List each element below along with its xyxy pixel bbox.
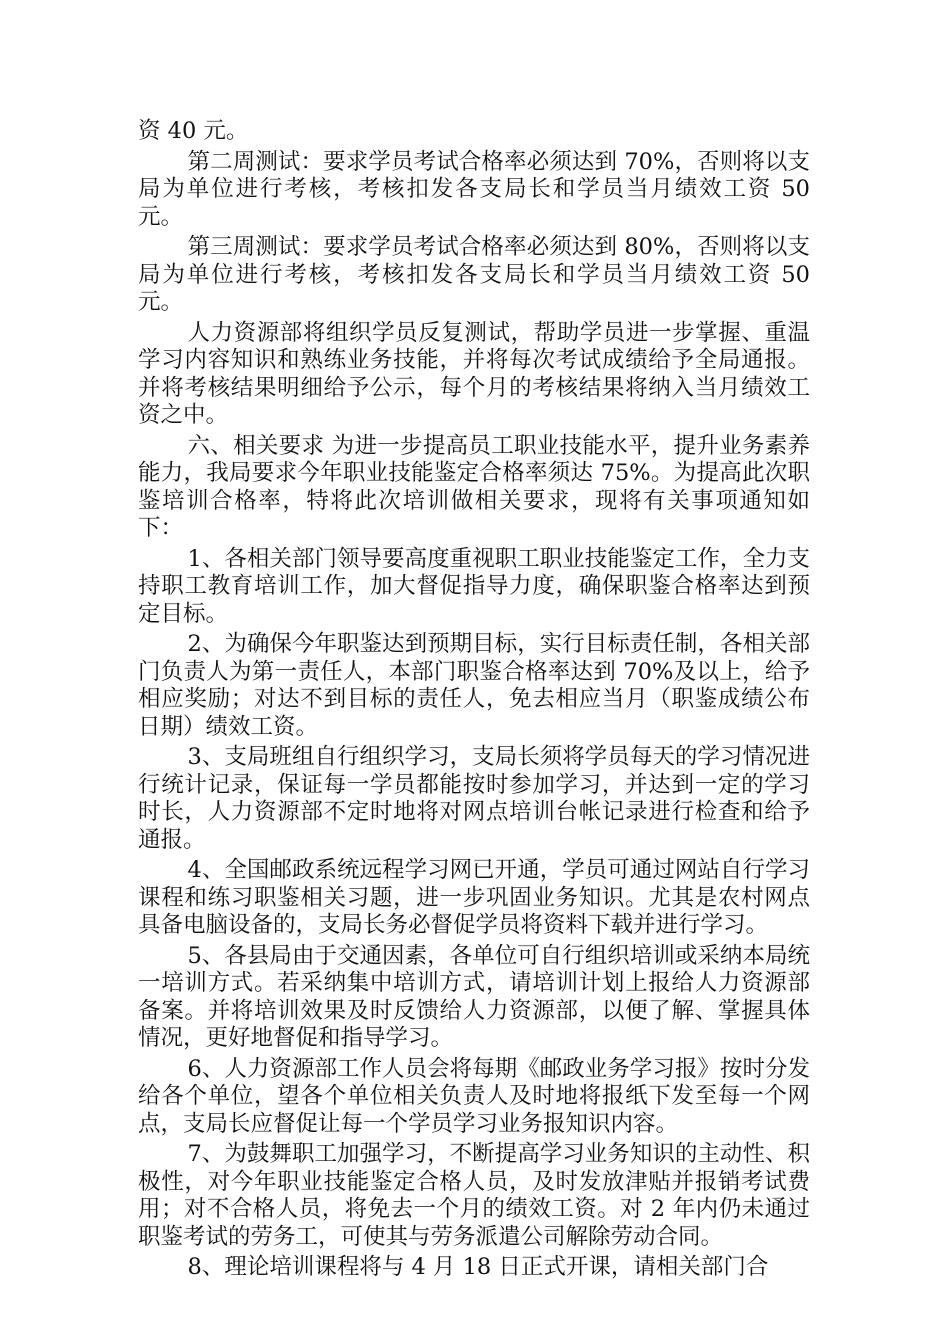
paragraph-item-5: 5、各县局由于交通因素，各单位可自行组织培训或采纳本局统一培训方式。若采纳集中培训方式，请培训计划上报给人力资源部备案。并将培训效果及时反馈给人力资源部，以便了解、掌握具体情况，更好地督促和指导学习。 (138, 942, 810, 1051)
document-page (138, 118, 810, 1285)
paragraph-item-2: 2、为确保今年职鉴达到预期目标，实行目标责任制，各相关部门负责人为第一责任人，本部门职鉴合格率达到 70%及以上，给予相应奖励；对达不到目标的责任人，免去相应当月（职鉴成绩公布日期）绩效工资。 (138, 631, 810, 740)
paragraph-item-1: 1、各相关部门领导要高度重视职工职业技能鉴定工作，全力支持职工教育培训工作，加大督促指导力度，确保职鉴合格率达到预定目标。 (138, 545, 810, 627)
paragraph-week2-test: 第二周测试：要求学员考试合格率必须达到 70%，否则将以支局为单位进行考核，考核扣发各支局长和学员当月绩效工资 50 元。 (138, 148, 810, 230)
paragraph-item-7: 7、为鼓舞职工加强学习，不断提高学习业务知识的主动性、积极性，对今年职业技能鉴定合格人员，及时发放津贴并报销考试费用；对不合格人员，将免去一个月的绩效工资。对 2 年内仍未通过职鉴考试的劳务工，可使其与劳务派遣公司解除劳动合同。 (138, 1141, 810, 1250)
paragraph-item-3: 3、支局班组自行组织学习，支局长须将学员每天的学习情况进行统计记录，保证每一学员都能按时参加学习，并达到一定的学习时长，人力资源部不定时地将对网点培训台帐记录进行检查和给予通报。 (138, 744, 810, 853)
paragraph-section-six: 六、相关要求 为进一步提高员工职业技能水平，提升业务素养能力，我局要求今年职业技能鉴定合格率须达 75%。为提高此次职鉴培训合格率，特将此次培训做相关要求，现将有关事项通知如下： (138, 432, 810, 541)
paragraph-hr-testing: 人力资源部将组织学员反复测试，帮助学员进一步掌握、重温学习内容知识和熟练业务技能，并将每次考试成绩给予全局通报。并将考核结果明细给予公示，每个月的考核结果将纳入当月绩效工资之中。 (138, 319, 810, 428)
paragraph-week3-test: 第三周测试：要求学员考试合格率必须达到 80%，否则将以支局为单位进行考核，考核扣发各支局长和学员当月绩效工资 50 元。 (138, 234, 810, 315)
paragraph-item-6: 6、人力资源部工作人员会将每期《邮政业务学习报》按时分发给各个单位，望各个单位相关负责人及时地将报纸下发至每一个网点，支局长应督促让每一个学员学习业务报知识内容。 (138, 1055, 810, 1137)
paragraph-item-4: 4、全国邮政系统远程学习网已开通，学员可通过网站自行学习课程和练习职鉴相关习题，进一步巩固业务知识。尤其是农村网点具备电脑设备的，支局长务必督促学员将资料下载并进行学习。 (138, 857, 810, 938)
paragraph-item-8: 8、理论培训课程将与 4 月 18 日正式开课，请相关部门合 (187, 1254, 769, 1280)
paragraph-continuation: 资 40 元。 (138, 118, 249, 144)
